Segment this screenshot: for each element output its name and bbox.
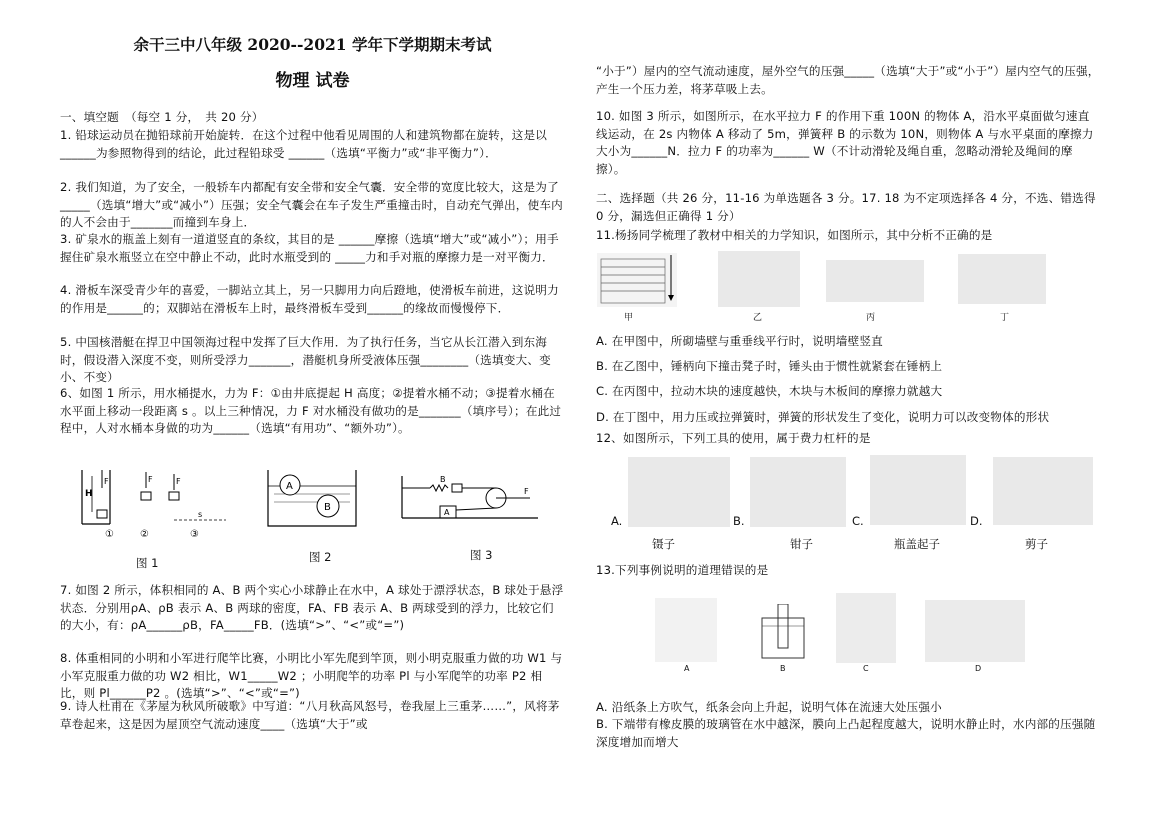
question-9-continued: “小于”）屋内的空气流动速度，屋外空气的压强_____（选填“大于”或“小于”）屋内空气的压强，产生一个压力差，将茅草吸上去。 bbox=[596, 64, 1100, 96]
q13-letter-c: C bbox=[863, 664, 869, 673]
q11-caption-ding: 丁 bbox=[1000, 313, 1010, 323]
svg-text:A: A bbox=[286, 481, 293, 492]
question-3: 3. 矿泉水的瓶盖上刻有一道道竖直的条纹，其目的是 ______摩擦（选填“增大”或“减小”）；用手握住矿泉水瓶竖立在空中静止不动，此时水瓶受到的 _____力和手对瓶的摩擦力是一对平衡力． bbox=[60, 232, 559, 264]
svg-text:①: ① bbox=[105, 529, 114, 540]
q12-letter-a: A. bbox=[611, 514, 623, 528]
svg-text:②: ② bbox=[140, 529, 149, 540]
exam-title: 余干三中八年级 2020--2021 学年下学期期末考试 bbox=[133, 35, 492, 54]
q13-letter-a: A bbox=[684, 664, 690, 673]
question-4: 4. 滑板车深受青少年的喜爱，一脚站立其上，另一只脚用力向后蹬地，使滑板车前进，这说明力的作用是______的；双脚站在滑板车上时，最终滑板车受到______的缘故而慢慢停下． bbox=[60, 283, 559, 315]
q13-car-image bbox=[925, 600, 1025, 662]
section-2-heading: 二、选择题（共 26 分，11-16 为单选题各 3 分。17. 18 为不定项选择各 4 分，不选、错选得 0 分，漏选但正确得 1 分） bbox=[596, 191, 1096, 223]
svg-text:A: A bbox=[444, 508, 450, 517]
section-1-heading: 一、填空题 （每空 1 分， 共 20 分） bbox=[60, 110, 264, 124]
q12-pliers-image bbox=[750, 457, 846, 527]
svg-text:B: B bbox=[324, 502, 331, 513]
svg-text:F: F bbox=[524, 487, 529, 496]
q12-caption-scissors: 剪子 bbox=[1025, 537, 1048, 551]
question-9: 9. 诗人杜甫在《茅屋为秋风所破歌》中写道：“八月秋高风怒号，卷我屋上三重茅……”，风将茅草卷起来，这是因为屋顶空气流动速度____（选填“大于”或 bbox=[60, 699, 560, 731]
question-10: 10. 如图 3 所示，如图所示，在水平拉力 F 的作用下重 100N 的物体 A，沿水平桌面做匀速直线运动，在 2s 内物体 A 移动了 5m，弹簧秤 B 的示数为 10N，则物体 A 与水平桌面的摩擦力大小为______N．拉力 F 的功率为______ W（不计动滑轮及绳自重，忽略动滑轮及绳间的摩擦）。 bbox=[596, 109, 1094, 176]
q13-letter-b: B bbox=[780, 664, 786, 673]
q12-letter-b: B. bbox=[733, 514, 745, 528]
q11-caption-jia: 甲 bbox=[624, 313, 634, 323]
question-12: 12、如图所示，下列工具的使用，属于费力杠杆的是 bbox=[596, 431, 871, 445]
figure-1-diagram bbox=[78, 462, 228, 542]
q12-letter-c: C. bbox=[852, 514, 864, 528]
question-11: 11.杨扬同学梳理了教材中相关的力学知识，如图所示，其中分析不正确的是 bbox=[596, 228, 993, 242]
q13-glass-tube-image bbox=[760, 604, 806, 660]
question-7: 7. 如图 2 所示，体积相同的 A、B 两个实心小球静止在水中，A 球处于漂浮状态，B 球处于悬浮状态．分别用ρA、ρB 表示 A、B 两球的密度，FA、FB 表示 A、B 两球受到的浮力，比较它们的大小，有：ρA______ρB，FA_____FB．(选填“>”、“<”或“=”) bbox=[60, 583, 564, 632]
figure-1-caption: 图 1 bbox=[136, 556, 159, 570]
q11-option-d: D. 在丁图中，用力压或拉弹簧时，弹簧的形状发生了变化，说明力可以改变物体的形状 bbox=[596, 410, 1050, 424]
q11-option-b: B. 在乙图中，锤柄向下撞击凳子时，锤头由于惯性就紧套在锤柄上 bbox=[596, 359, 943, 373]
q11-caption-yi: 乙 bbox=[753, 313, 763, 323]
svg-text:③: ③ bbox=[190, 529, 199, 540]
question-1: 1. 铅球运动员在抛铅球前开始旋转．在这个过程中他看见周围的人和建筑物都在旋转，这是以 ______为参照物得到的结论，此过程铅球受 ______（选填“平衡力”或“非平衡力”）． bbox=[60, 128, 548, 160]
q11-hammer-image bbox=[718, 251, 800, 307]
question-6: 6、如图 1 所示，用水桶提水，力为 F：①由井底提起 H 高度；②提着水桶不动；③提着水桶在水平面上移动一段距离 s 。以上三种情况，力 F 对水桶没有做功的是_______（填序号）；在此过程中，人对水桶本身做的功为______（选填“有用功”、“额外功”）。 bbox=[60, 386, 562, 435]
svg-text:F: F bbox=[104, 477, 109, 486]
q12-scissors-image bbox=[993, 457, 1093, 525]
question-2: 2. 我们知道，为了安全，一般轿车内都配有安全带和安全气囊．安全带的宽度比较大，这是为了_____（选填“增大”或“减小”）压强；安全气囊会在车子发生严重撞击时，自动充气弹出，使车内的人不会由于_______而撞到车身上． bbox=[60, 180, 563, 229]
q13-blowing-paper-image bbox=[655, 598, 717, 662]
q12-caption-bottle-opener: 瓶盖起子 bbox=[894, 537, 940, 551]
q11-option-c: C. 在丙图中，拉动木块的速度越快，木块与木板间的摩擦力就越大 bbox=[596, 384, 943, 398]
svg-text:F: F bbox=[176, 477, 181, 486]
question-5: 5. 中国核潜艇在捍卫中国领海过程中发挥了巨大作用．为了执行任务，当它从长江潜入到东海时，假设潜入深度不变，则所受浮力_______，潜艇机身所受液体压强________（选填变大、变小、不变） bbox=[60, 335, 551, 384]
q13-letter-d: D bbox=[975, 664, 982, 673]
svg-text:F: F bbox=[148, 475, 153, 484]
figure-3-caption: 图 3 bbox=[470, 548, 493, 562]
figure-2-caption: 图 2 bbox=[309, 550, 332, 564]
figure-2-diagram bbox=[266, 466, 358, 528]
q12-letter-d: D. bbox=[970, 514, 983, 528]
q11-wall-image bbox=[597, 253, 677, 307]
q11-block-friction-image bbox=[826, 260, 924, 302]
q11-caption-bing: 丙 bbox=[866, 313, 876, 323]
q11-spring-image bbox=[958, 254, 1046, 304]
q12-caption-pliers: 钳子 bbox=[790, 537, 813, 551]
figure-3-diagram bbox=[400, 474, 540, 524]
svg-text:B: B bbox=[440, 475, 446, 484]
question-8: 8. 体重相同的小明和小军进行爬竿比赛，小明比小军先爬到竿顶，则小明克服重力做的功 W1 与小军克服重力做的功 W2 相比，W1_____W2 ；小明爬竿的功率 Pl 与小军爬竿的功率 P2 相比，则 Pl______P2 。(选填“>”、“<”或“=”) bbox=[60, 651, 563, 700]
q11-option-a: A. 在甲图中，所砌墙壁与重垂线平行时，说明墙壁竖直 bbox=[596, 334, 883, 348]
q13-suction-image bbox=[836, 593, 896, 663]
exam-subtitle: 物理 试卷 bbox=[275, 71, 350, 91]
q12-bottle-opener-image bbox=[870, 455, 966, 525]
q13-option-a: A. 沿纸条上方吹气，纸条会向上升起，说明气体在流速大处压强小 bbox=[596, 700, 942, 714]
svg-text:s: s bbox=[198, 510, 203, 519]
q12-tweezers-image bbox=[628, 457, 730, 527]
svg-text:H: H bbox=[85, 489, 93, 499]
question-13: 13.下列事例说明的道理错误的是 bbox=[596, 563, 769, 577]
q12-caption-tweezers: 镊子 bbox=[652, 537, 675, 551]
q13-option-b: B. 下端带有橡皮膜的玻璃管在水中越深，膜向上凸起程度越大，说明水静止时，水内部的压强随深度增加而增大 bbox=[596, 717, 1096, 749]
